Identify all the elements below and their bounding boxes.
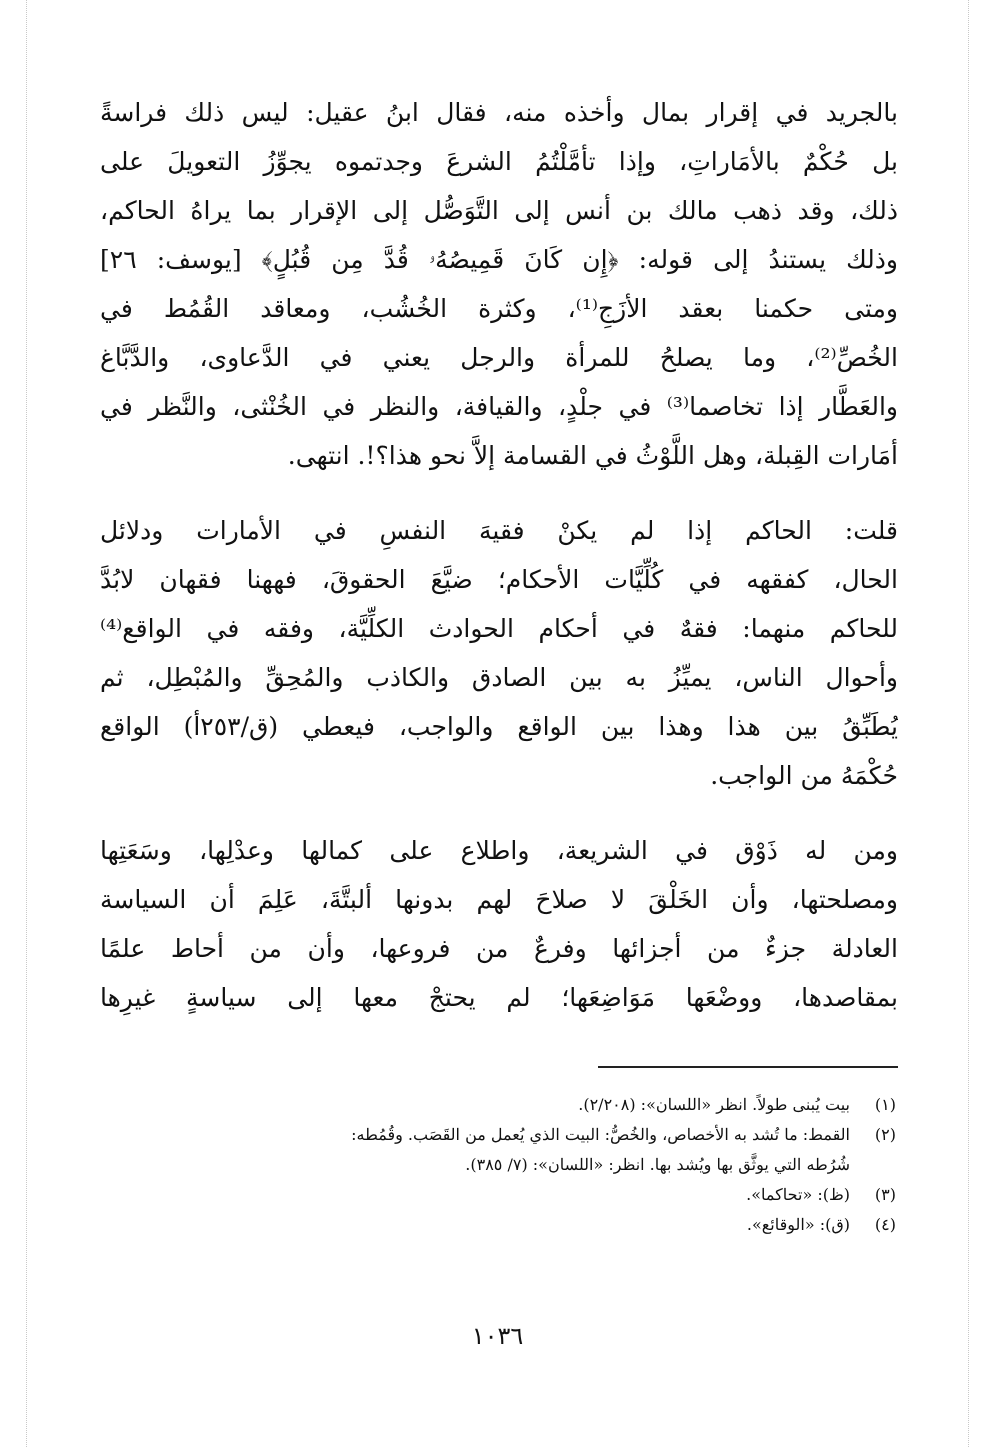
paragraph-2 [100,506,898,800]
footnote-number: (٢) [874,1125,896,1144]
footnote-text: بيت يُبنى طولاً. انظر «اللسان»: (٢/٢٠٨). [578,1095,850,1114]
text-line: حُكْمَهُ من الواجب. [710,761,898,790]
text-line: وأحوال الناس، يميِّزُ به بين الصادق والكاذب والمُحِقِّ والمُبْطِل، ثم [100,663,898,692]
scan-dotted-margin-right [968,0,969,1447]
footnote [100,1090,896,1120]
footnote [100,1120,896,1150]
text-line: والعَطَّار إذا تخاصما⁽³⁾ في جلْدٍ، والقيافة، والنظر في الخُنْثى، والنَّظر في [100,392,898,421]
text-line-quran-verse: وذلك يستندُ إلى قوله: ﴿إِن كَانَ قَمِيصُهُۥ قُدَّ مِن قُبُلٍ﴾ [يوسف: ٢٦] [100,245,898,274]
text-line: قلت: الحاكم إذا لم يكنْ فقيهَ النفسِ في الأمارات ودلائل [100,516,898,545]
scan-dotted-margin-left [26,0,27,1447]
footnote [100,1180,896,1210]
page-number: ١٠٣٦ [471,1322,524,1350]
text-line: أمَارات القِبلة، وهل اللَّوْثُ في القسامة إلاَّ نحو هذا؟!. انتهى. [287,441,898,470]
footnote-number: (٤) [874,1215,896,1234]
footnote-number: (٣) [874,1185,896,1204]
text-line: الحال، كفقهه في كُلِّيَّات الأحكام؛ ضيَّعَ الحقوقَ، فههنا فقهان لابُدَّ [100,565,898,594]
text-line: ومصلحتها، وأن الخَلْقَ لا صلاحَ لهم بدونها ألبتَّةَ، عَلِمَ أن السياسة [100,885,898,914]
footnote [100,1210,896,1240]
paragraph-1 [100,88,898,480]
text-line: ومن له ذَوْق في الشريعة، واطلاع على كمالها وعدْلِها، وسَعَتِها [100,836,898,865]
footnote-text: (ق): «الوقائع». [746,1215,850,1234]
text-line: الخُصِّ⁽²⁾، وما يصلحُ للمرأة والرجل يعني في الدَّعاوى، والدَّبَّاغ [100,343,898,372]
text-line: بالجريد في إقرار بمال وأخذه منه، فقال ابنُ عقيل: ليس ذلك فراسةً [100,98,898,127]
text-line: بل حُكْمٌ بالأمَاراتِ، وإذا تأمَّلْتُمُ الشرعَ وجدتموه يجوِّزُ التعويلَ على [100,147,898,176]
text-line: يُطَبِّقُ بين هذا وهذا بين الواقع والواجب، فيعطي (ق/٢٥٣أ) الواقع [100,712,898,741]
text-line: بمقاصدها، ووضْعَها مَوَاضِعَها؛ لم يحتجْ معها إلى سياسةٍ غيرِها [100,983,898,1012]
main-text [100,88,898,1048]
footnote-continuation: شُرُطه التي يوثَّق بها ويُشد بها. انظر: «اللسان»: (٧/ ٣٨٥). [465,1155,850,1174]
text-line: ذلك، وقد ذهب مالك بن أنس إلى التَّوَصُّل إلى الإقرار بما يراهُ الحاكم، [100,196,898,225]
text-line: للحاكم منهما: فقهٌ في أحكام الحوادث الكلِّيَّة، وفقه في الواقع⁽⁴⁾ [100,614,898,643]
footnote-separator [598,1066,898,1068]
paragraph-3 [100,826,898,1022]
footnotes [100,1090,896,1240]
footnote-text: (ظ): «تحاكما». [746,1185,850,1204]
footnote-text: القمط: ما تُشد به الأخصاص، والخُصُّ: البيت الذي يُعمل من القَصَب. وقُمُطه: [351,1125,850,1144]
text-line: ومتى حكمنا بعقد الأزَجِ⁽¹⁾، وكثرة الخُشُب، ومعاقد القُمُط في [100,294,898,323]
text-line: العادلة جزءٌ من أجزائها وفرعٌ من فروعها، وأن من أحاط علمًا [100,934,898,963]
footnote-number: (١) [874,1095,896,1114]
